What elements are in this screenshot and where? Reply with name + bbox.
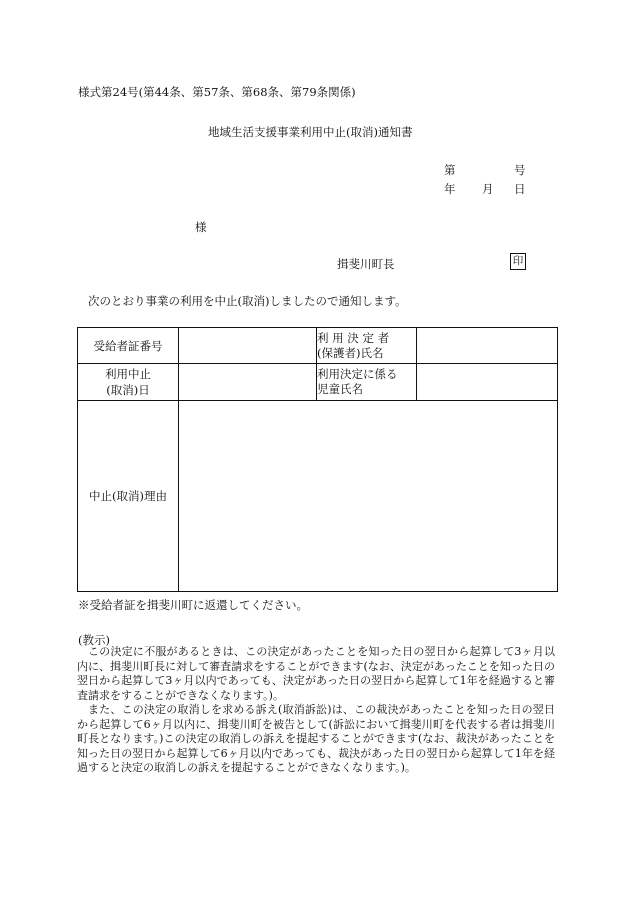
form-code: 様式第24号(第44条、第57条、第68条、第79条関係) <box>78 85 356 99</box>
date-month-label: 月 <box>482 182 494 196</box>
child-name-label-line1: 利用決定に係る <box>317 367 398 381</box>
date-year-label: 年 <box>444 182 456 196</box>
child-name-label-cell <box>317 364 417 401</box>
notice-heading: (教示) <box>78 633 110 647</box>
reason-value[interactable] <box>179 401 558 592</box>
decision-guardian-label-line2: (保護者)氏名 <box>317 345 384 360</box>
recipient-cert-label: 受給者証番号 <box>93 338 163 353</box>
recipient-cert-label-cell <box>78 328 179 364</box>
intro-text: 次のとおり事業の利用を中止(取消)しましたので通知します。 <box>88 294 407 308</box>
notice-paragraph-2: また、この決定の取消しを求める訴え(取消訴訟)は、この裁決があったことを知った日の翌日から起算して6ヶ月以内に、揖斐川町を被告として(訴訟において揖斐川町を代表する者は揖斐川町長となります。)この決定の取消しの訴えを提起することができます(なお、裁決があったことを知った日の翌日から起算して6ヶ月以内であっても、裁決があった日の翌日から起算して1年を経過すると決定の取消しの訴えを提起することができなくなります。)。 <box>77 703 555 774</box>
document-number-prefix: 第 <box>444 163 456 177</box>
decision-guardian-label-line1: 利 用 決 定 者 <box>317 330 390 345</box>
stop-date-label-line2: (取消)日 <box>106 383 150 397</box>
date-day-label: 日 <box>514 182 526 196</box>
document-number-suffix: 号 <box>514 163 526 177</box>
notice-body <box>77 645 555 776</box>
document-title: 地域生活支援事業利用中止(取消)通知書 <box>208 125 413 139</box>
stop-date-value[interactable] <box>179 364 317 401</box>
child-name-value[interactable] <box>417 364 558 401</box>
return-certificate-note: ※受給者証を揖斐川町に返還してください。 <box>78 598 308 612</box>
recipient-honorific: 様 <box>195 220 207 234</box>
stop-date-label-line1: 利用中止 <box>105 367 151 381</box>
seal-stamp: 印 <box>510 253 526 270</box>
stop-date-label-cell <box>78 364 179 401</box>
issuer-name: 揖斐川町長 <box>337 257 395 271</box>
recipient-cert-value[interactable] <box>179 328 317 364</box>
decision-guardian-value[interactable] <box>417 328 558 364</box>
reason-label: 中止(取消)理由 <box>89 489 167 503</box>
notice-paragraph-1: この決定に不服があるときは、この決定があったことを知った日の翌日から起算して3ヶ月以内に、揖斐川町長に対して審査請求をすることができます(なお、決定があったことを知った日の翌日から起算して3ヶ月以内であっても、決定があった日の翌日から起算して1年を経過すると審査請求をすることができなくなります。)。 <box>77 645 555 702</box>
reason-label-cell <box>78 401 179 592</box>
decision-guardian-label-cell <box>317 328 417 364</box>
child-name-label-line2: 児童氏名 <box>317 382 363 396</box>
notice-table <box>77 327 558 592</box>
